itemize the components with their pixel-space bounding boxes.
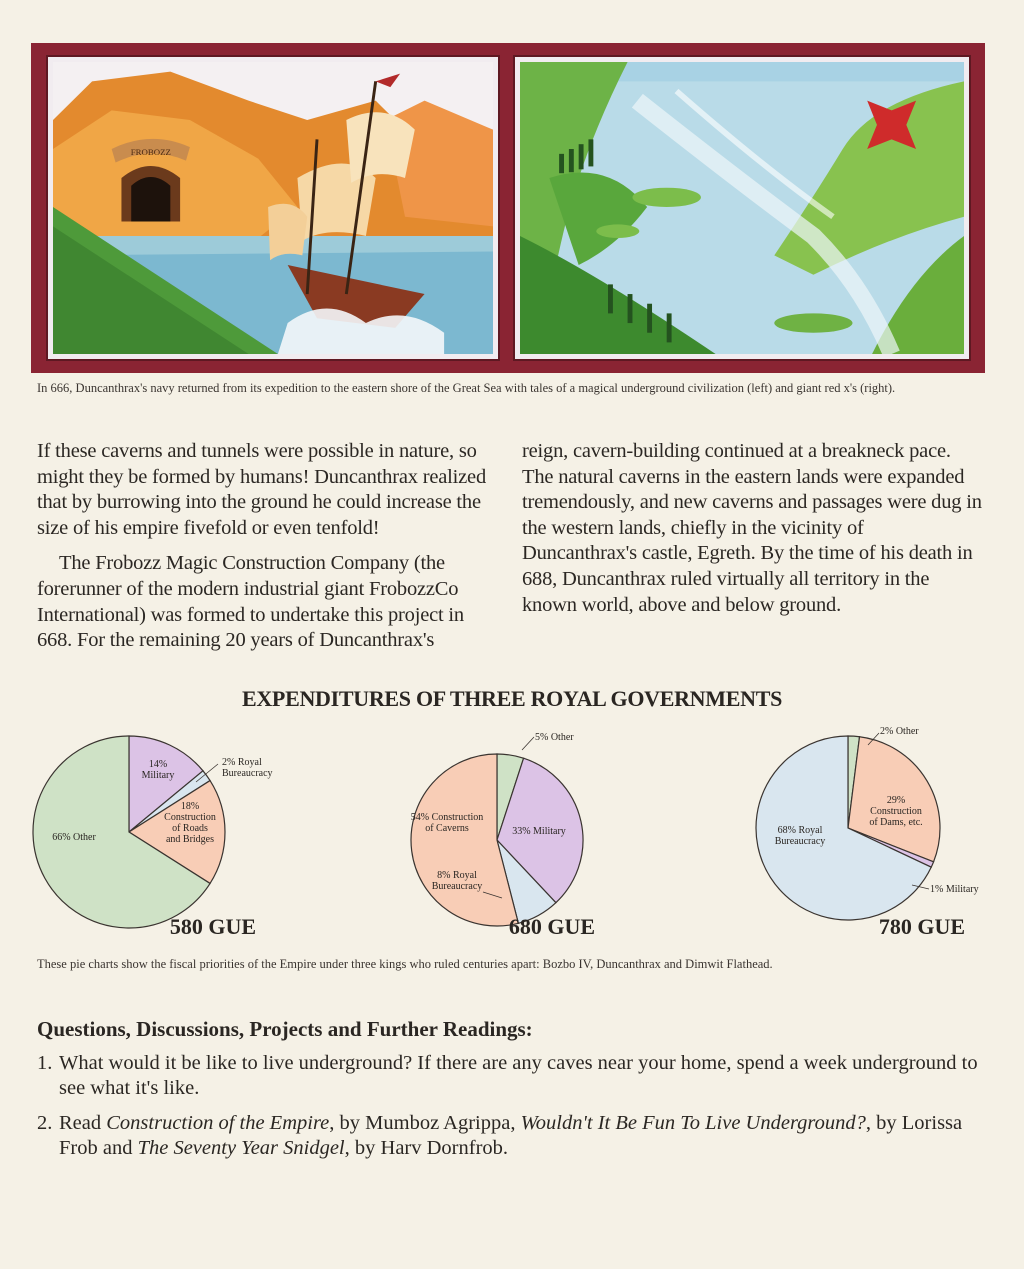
- illustration-galleon: [48, 57, 498, 359]
- slice-label: 5% Other: [535, 732, 574, 743]
- body-column-right: [522, 439, 982, 628]
- book-title: Construction of the Empire: [106, 1112, 330, 1134]
- slice-label: 2% Royal Bureaucracy: [222, 757, 273, 779]
- pie-charts: [0, 720, 1024, 950]
- slice-leader-line: [522, 737, 534, 750]
- list-item: [37, 1051, 997, 1101]
- illustration-river: [515, 57, 969, 359]
- list-number: 2.: [37, 1112, 53, 1134]
- text-fragment: , by Harv Dornfrob.: [344, 1137, 509, 1159]
- text-fragment: Read: [59, 1112, 107, 1134]
- slice-label: 54% Construction of Caverns: [410, 812, 484, 834]
- illustration-caption: In 666, Duncanthrax's navy returned from its expedition to the eastern shore of the Great Sea with tales of a magical underground civilization (left) and giant red x's (right).: [37, 381, 896, 395]
- slice-label: 66% Other: [52, 832, 96, 843]
- slice-label: 2% Other: [880, 726, 919, 737]
- list-number: 1.: [37, 1052, 53, 1074]
- list-item: [37, 1111, 997, 1161]
- cavern-sign-text: FROBOZZ: [130, 146, 171, 157]
- book-title: Wouldn't It Be Fun To Live Underground?: [520, 1112, 866, 1134]
- river-picture: [520, 62, 964, 354]
- body-paragraph: If these caverns and tunnels were possible in nature, so might they be formed by humans! Duncanthrax realized that by burrowing into the ground he could increase the size of his empire fivefold or even tenfold!: [37, 440, 486, 539]
- illustration-frame: [31, 43, 985, 373]
- pie-year-label: 580 GUE: [169, 914, 257, 939]
- text-fragment: , by Lorissa Frob and: [59, 1112, 963, 1159]
- book-title: The Seventy Year Snidgel: [137, 1137, 345, 1159]
- slice-label: 14% Military: [141, 759, 175, 781]
- questions-heading: Questions, Discussions, Projects and Further Readings:: [37, 1017, 533, 1041]
- body-paragraph: The Frobozz Magic Construction Company (the forerunner of the modern industrial giant FrobozzCo International) was formed to undertake this project in 668. For the remaining 20 years of Duncanthrax's: [37, 552, 464, 652]
- slice-label: 8% Royal Bureaucracy: [431, 870, 483, 892]
- pie-year-label: 780 GUE: [878, 914, 966, 939]
- chart-caption: These pie charts show the fiscal priorities of the Empire under three kings who ruled centuries apart: Bozbo IV, Duncanthrax and Dimwit Flathead.: [37, 957, 773, 971]
- slice-label: 1% Military: [930, 884, 979, 895]
- question-text: What would it be like to live underground? If there are any caves near your home, spend a week underground to see what it's like.: [59, 1052, 978, 1099]
- chart-title: EXPENDITURES OF THREE ROYAL GOVERNMENTS: [241, 686, 783, 711]
- slice-label: 33% Military: [512, 826, 566, 837]
- galleon-picture: [53, 62, 493, 354]
- slice-label: 29% Construction of Dams, etc.: [869, 795, 923, 828]
- slice-label: 18% Construction of Roads and Bridges: [164, 801, 216, 845]
- questions-list: [37, 1051, 997, 1171]
- body-paragraph: reign, cavern-building continued at a breakneck pace. The natural caverns in the eastern lands were expanded tremendously, and new caverns and passages were dug in the western lands, chiefly in the vicinity of Duncanthrax's castle, Egreth. By the time of his death in 688, Duncanthrax ruled virtually all territory in the known world, above and below ground.: [522, 440, 982, 616]
- slice-label: 68% Royal Bureaucracy: [774, 825, 826, 847]
- body-column-left: [37, 439, 492, 664]
- text-fragment: , by Mumboz Agrippa,: [329, 1112, 521, 1134]
- pie-year-label: 680 GUE: [508, 914, 596, 939]
- question-text: [59, 1112, 962, 1159]
- pie-charts-svg: [0, 720, 1024, 950]
